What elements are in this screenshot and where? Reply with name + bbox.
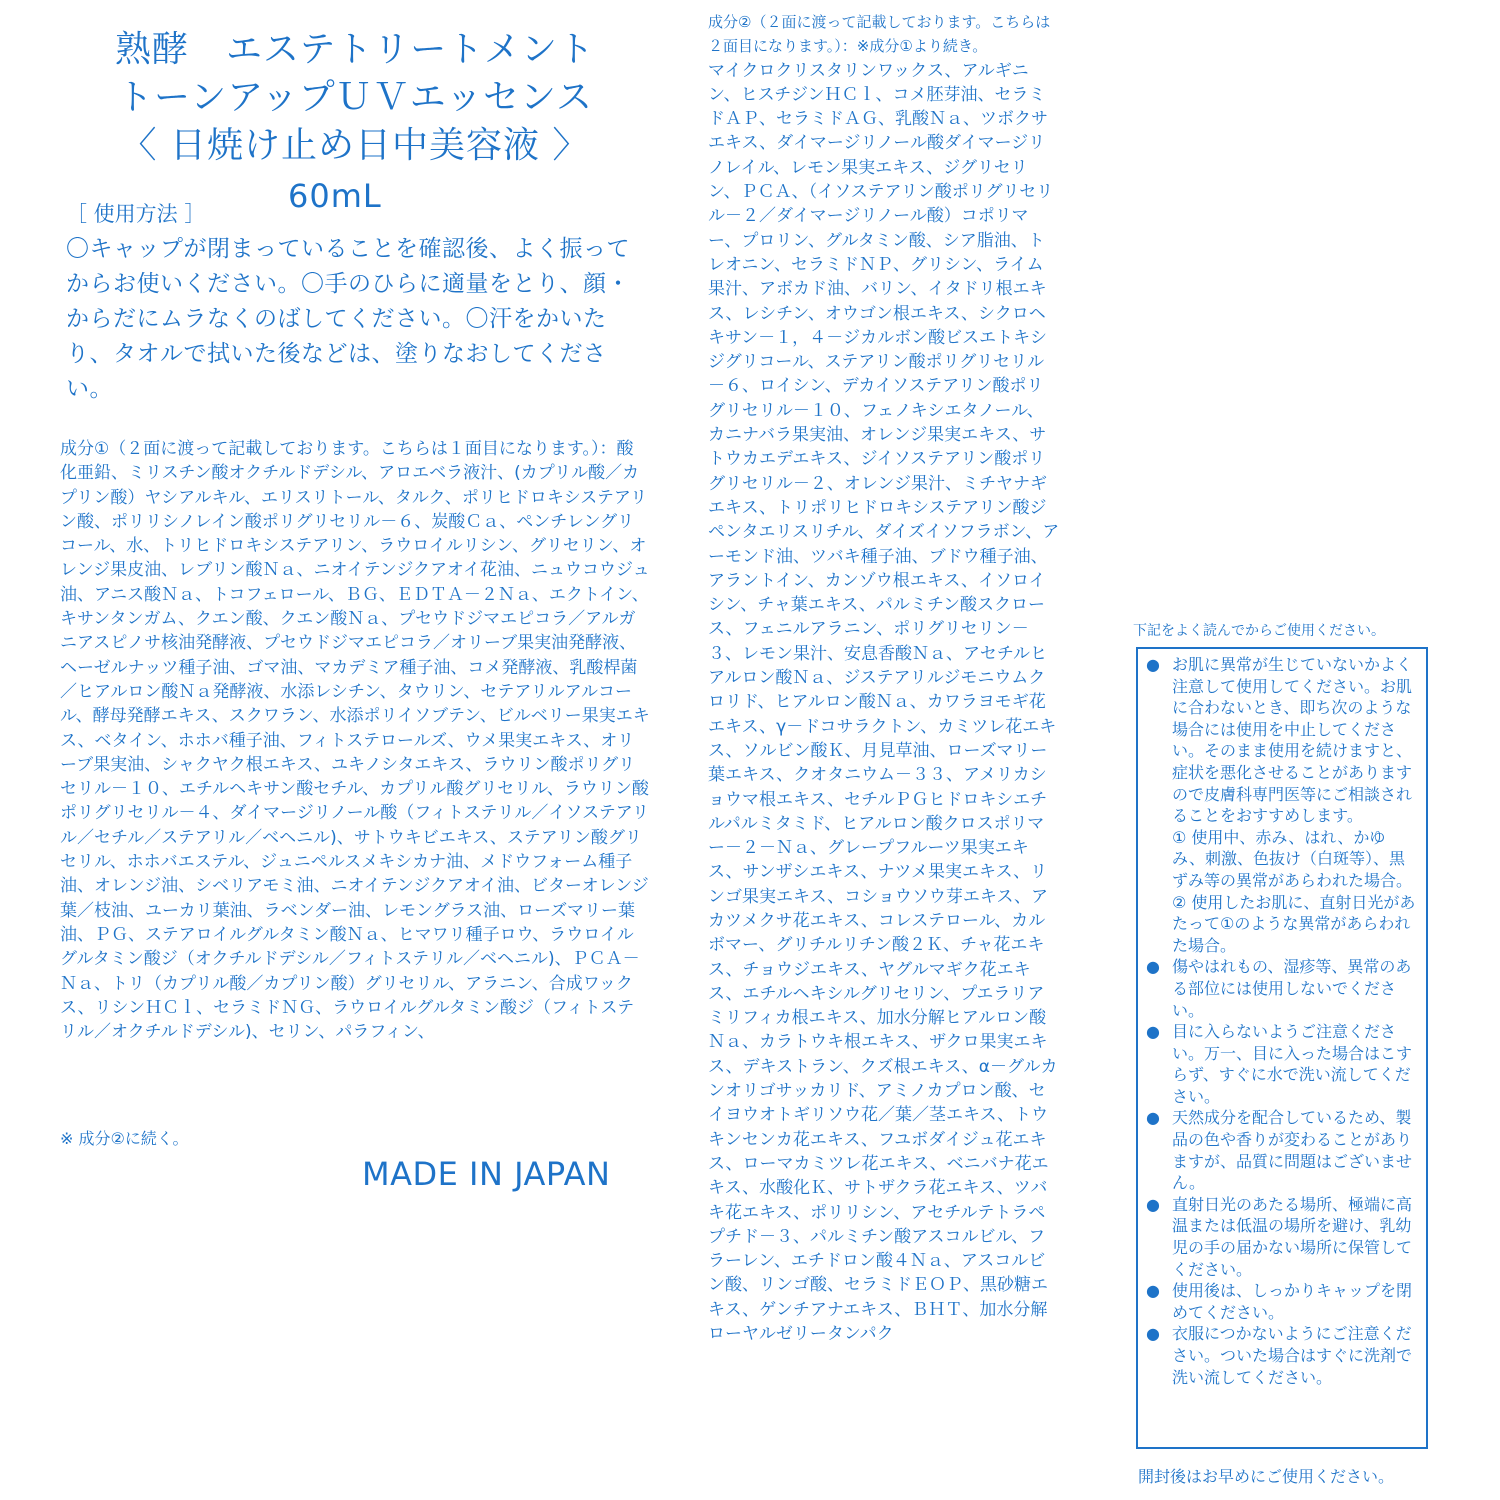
made-in-label: MADE IN JAPAN: [362, 1155, 611, 1193]
caution-text: 天然成分を配合しているため、製品の色や香りが変わることがありますが、品質に問題はございません。: [1172, 1108, 1413, 1193]
usage-heading: ［ 使用方法 ］: [66, 202, 206, 226]
bullet-icon: ●: [1146, 1194, 1160, 1214]
bullet-icon: ●: [1146, 655, 1160, 674]
product-volume: 60mL: [288, 177, 382, 215]
bullet-icon: ●: [1146, 1108, 1160, 1128]
caution-text: 使用後は、しっかりキャップを閉めてください。: [1172, 1281, 1413, 1322]
notice-intro: 下記をよく読んでからご使用ください。: [1133, 623, 1385, 639]
ingredients-part-1: 成分①（２面に渡って記載しております。こちらは１面目になります。）：酸化亜鉛、ミリスチン酸オクチルドデシル、アロエベラ液汁、(カプリル酸／カプリン酸）ヤシアルキル、エリスリトール、タルク、ポリヒドロキシステアリン酸、ポリリシノレイン酸ポリグリセリル－６、炭酸Ｃａ、ペンチレングリコール、水、トリヒドロキシステアリン、ラウロイルリシン、グリセリン、オレンジ果皮油、レブリン酸Ｎａ、ニオイテンジクアオイ花油、ニュウコウジュ油、アニス酸Ｎａ、トコフェロール、ＢＧ、ＥＤＴＡ－２Ｎａ、エクトイン、キサンタンガム、クエン酸、クエン酸Ｎａ、プセウドジマエピコラ／アルガニアスピノサ核油発酵液、プセウドジマエピコラ／オリーブ果実油発酵液、ヘーゼルナッツ種子油、ゴマ油、マカデミア種子油、コメ発酵液、乳酸桿菌／ヒアルロン酸Ｎａ発酵液、水添レシチン、タウリン、セテアリルアルコール、酵母発酵エキス、スクワラン、水添ポリイソブテン、ビルベリー果実エキス、ベタイン、ホホバ種子油、フィトステロールズ、ウメ果実エキス、オリーブ果実油、シャクヤク根エキス、ユキノシタエキス、ラウリン酸ポリグリセリル－１０、エチルヘキサン酸セチル、カプリル酸グリセリル、ラウリン酸ポリグリセリル－４、ダイマージリノール酸（フィトステリル／イソステアリル／セチル／ステアリル／ベヘニル)、サトウキビエキス、ステアリン酸グリセリル、ホホバエステル、ジュニペルスメキシカナ油、メドウフォーム種子油、オレンジ油、シベリアモミ油、ニオイテンジクアオイ油、ビターオレンジ葉／枝油、ユーカリ葉油、ラベンダー油、レモングラス油、ローズマリー葉油、ＰＧ、ステアロイルグルタミン酸Ｎａ、ヒマワリ種子ロウ、ラウロイルグルタミン酸ジ（オクチルドデシル／フィトステリル／ベヘニル)、ＰＣＡ－Ｎａ、トリ（カプリル酸／カプリン酸）グリセリル、アラニン、合成ワックス、リシンＨＣｌ、セラミドＮＧ、ラウロイルグルタミン酸ジ（フィトステリル／オクチルドデシル)、セリン、パラフィン、: [60, 439, 650, 1043]
ingredients-part-2: [708, 10, 1060, 1346]
caution-text: 目に入らないようご注意ください。万一、目に入った場合はこすらず、すぐに水で洗い流してください。: [1172, 1022, 1413, 1106]
caution-text: 直射日光のあたる場所、極端に高温または低温の場所を避け、乳幼児の手の届かない場所に保管してください。: [1172, 1194, 1413, 1279]
caution-box: [1136, 647, 1428, 1449]
product-title-line-3: 〈 日焼け止め日中美容液 〉: [120, 125, 590, 166]
usage-instructions: 〇キャップが閉まっていることを確認後、よく振ってからお使いください。〇手のひらに適量をとり、顔・からだにムラなくのばしてください。〇汗をかいたり、タオルで拭いた後などは、塗りなおしてください。: [66, 236, 630, 402]
product-title-line-1: 熟酵 エステトリートメント: [115, 29, 595, 70]
bullet-icon: ●: [1146, 1324, 1160, 1344]
caution-subitem: ② 使用したお肌に、直射日光があたって①のような異常があらわれた場合。: [1172, 892, 1416, 955]
caution-text: 衣服につかないようにご注意ください。ついた場合はすぐに洗剤で洗い流してください。: [1172, 1324, 1413, 1387]
product-title: [110, 26, 600, 170]
caution-item: [1144, 956, 1418, 1021]
bullet-icon: ●: [1146, 957, 1160, 977]
caution-item: [1144, 1323, 1418, 1388]
caution-item: [1144, 1280, 1418, 1323]
caution-item: [1144, 654, 1418, 956]
caution-item: [1144, 1107, 1418, 1193]
ingredients-continued-note: ※ 成分②に続く。: [60, 1129, 189, 1148]
caution-subitem: ① 使用中、赤み、はれ、かゆみ、刺激、色抜け（白斑等）、黒ずみ等の異常があらわれた場合。: [1172, 827, 1413, 890]
after-opening-note: 開封後はお早めにご使用ください。: [1138, 1467, 1395, 1486]
caution-item: [1144, 1194, 1418, 1280]
bullet-icon: ●: [1146, 1281, 1160, 1301]
caution-text: 傷やはれもの、湿疹等、異常のある部位には使用しないでください。: [1172, 957, 1412, 1020]
bullet-icon: ●: [1146, 1022, 1160, 1042]
caution-item: [1144, 1021, 1418, 1107]
product-title-line-2: トーンアップＵＶエッセンス: [117, 77, 593, 118]
ingredients-part-2-header: 成分②（２面に渡って記載しております。こちらは２面目になります。）：※成分①より続き。: [708, 13, 1051, 56]
caution-text: お肌に異常が生じていないかよく注意して使用してください。お肌に合わないとき、即ち次のような場合には使用を中止してください。そのまま使用を続けますと、症状を悪化させることがありますので皮膚科専門医等にご相談されることをおすすめします。: [1172, 655, 1413, 826]
ingredients-part-2-text: マイクロクリスタリンワックス、アルギニン、ヒスチジンＨＣｌ、コメ胚芽油、セラミドＡＰ、セラミドＡＧ、乳酸Ｎａ、ツボクサエキス、ダイマージリノール酸ダイマージリノレイル、レモン果実エキス、ジグリセリン、ＰＣＡ、（イソステアリン酸ポリグリセリル－２／ダイマージリノール酸）コポリマー、プロリン、グルタミン酸、シア脂油、トレオニン、セラミドＮＰ、グリシン、ライム果汁、アボカド油、バリン、イタドリ根エキス、レシチン、オウゴン根エキス、シクロヘキサン－１，４－ジカルボン酸ビスエトキシジグリコール、ステアリン酸ポリグリセリル－６、ロイシン、デカイソステアリン酸ポリグリセリル－１０、フェノキシエタノール、カニナバラ果実油、オレンジ果実エキス、サトウカエデエキス、ジイソステアリン酸ポリグリセリル－２、オレンジ果汁、ミチヤナギエキス、トリポリヒドロキシステアリン酸ジペンタエリスリチル、ダイズイソフラボン、アーモンド油、ツバキ種子油、ブドウ種子油、アラントイン、カンゾウ根エキス、イソロイシン、チャ葉エキス、パルミチン酸スクロース、フェニルアラニン、ポリグリセリン－３、レモン果汁、安息香酸Ｎａ、アセチルヒアルロン酸Ｎａ、ジステアリルジモニウムクロリド、ヒアルロン酸Ｎａ、カワラヨモギ花エキス、γ－ドコサラクトン、カミツレ花エキス、ソルビン酸Ｋ、月見草油、ローズマリー葉エキス、クオタニウム－３３、アメリカショウマ根エキス、セチルＰＧヒドロキシエチルパルミタミド、ヒアルロン酸クロスポリマー－２－Ｎａ、グレープフルーツ果実エキス、サンザシエキス、ナツメ果実エキス、リンゴ果実エキス、コショウソウ芽エキス、アカツメクサ花エキス、コレステロール、カルボマー、グリチルリチン酸２Ｋ、チャ花エキス、チョウジエキス、ヤグルマギク花エキス、エチルヘキシルグリセリン、プエラリアミリフィカ根エキス、加水分解ヒアルロン酸Ｎａ、カラトウキ根エキス、ザクロ果実エキス、デキストラン、クズ根エキス、α－グルカンオリゴサッカリド、アミノカプロン酸、セイヨウオトギリソウ花／葉／茎エキス、トウキンセンカ花エキス、フユボダイジュ花エキス、ローマカミツレ花エキス、ベニバナ花エキス、水酸化Ｋ、サトザクラ花エキス、ツバキ花エキス、ポリリシン、アセチルテトラペプチド－３、パルミチン酸アスコルビル、フラーレン、エチドロン酸４Ｎａ、アスコルビン酸、リンゴ酸、セラミドＥＯＰ、黒砂糖エキス、ゲンチアナエキス、ＢＨＴ、加水分解ローヤルゼリータンパク: [708, 60, 1060, 1345]
